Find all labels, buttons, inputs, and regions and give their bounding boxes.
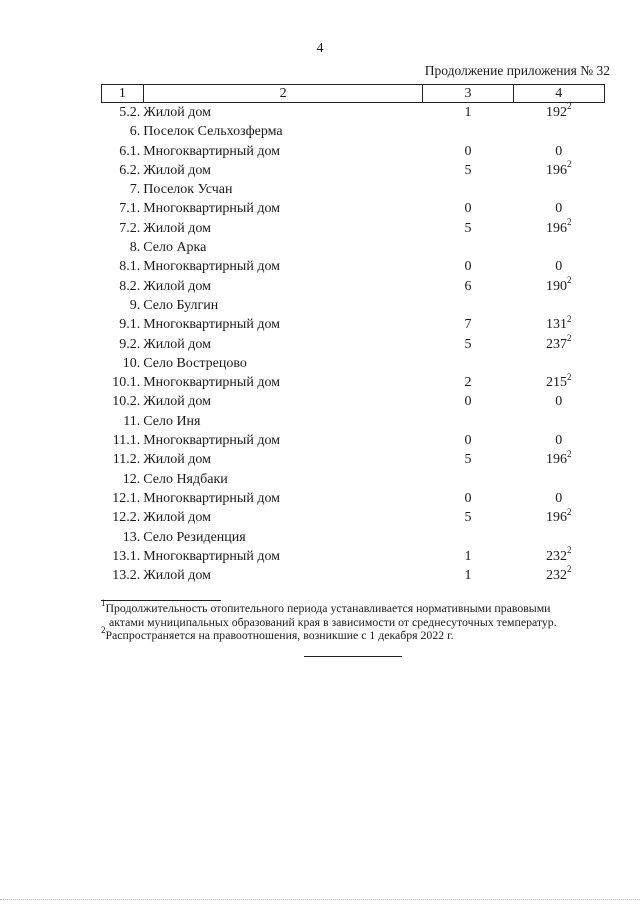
row-name-text: Многоквартирный дом (143, 317, 281, 333)
row-number-text: 10. (122, 355, 141, 371)
row-col-3 (423, 508, 513, 527)
table-row (102, 566, 605, 585)
row-col-3-text: 0 (464, 490, 472, 506)
row-number-text: 9.2. (119, 336, 141, 352)
row-number-text: 12.1. (112, 490, 141, 506)
row-name (143, 508, 423, 527)
row-col-4 (513, 103, 604, 123)
row-col-4-text: 192 (546, 105, 567, 120)
row-name (143, 392, 423, 411)
row-name (143, 142, 423, 161)
row-col-3-text: 1 (464, 548, 472, 564)
row-col-4 (513, 508, 604, 527)
row-number-text: 11.2. (112, 452, 141, 468)
row-name-text: Многоквартирный дом (143, 143, 281, 159)
row-name (143, 277, 423, 296)
row-col-3 (423, 219, 513, 238)
row-name (143, 373, 423, 392)
row-col-4-text: 0 (555, 259, 563, 275)
row-col-3 (423, 547, 513, 566)
table-row (102, 257, 605, 276)
row-name (143, 354, 423, 373)
table-row (102, 489, 605, 508)
row-col-4 (513, 315, 604, 334)
row-number (102, 199, 144, 218)
row-name (143, 219, 423, 238)
row-col-4 (513, 122, 604, 141)
row-col-3 (423, 122, 513, 141)
row-name (143, 238, 423, 257)
row-col-3 (423, 180, 513, 199)
row-col-3 (423, 392, 513, 411)
row-footnote-mark: 2 (567, 332, 572, 343)
row-name (143, 528, 423, 547)
footnote-2 (101, 625, 605, 643)
row-number (102, 103, 144, 123)
row-col-3-text: 0 (464, 394, 472, 410)
row-col-4 (513, 450, 604, 469)
row-number-text: 7.2. (119, 220, 141, 236)
row-col-3 (423, 431, 513, 450)
table-row (102, 161, 605, 180)
row-name (143, 450, 423, 469)
row-name-text: Многоквартирный дом (143, 375, 281, 391)
row-number-text: 6.1. (119, 143, 141, 159)
footnotes (101, 598, 605, 643)
row-number-text: 9. (129, 297, 141, 313)
row-col-4 (513, 219, 604, 238)
row-col-4-text: 196 (546, 162, 567, 178)
footnote-2-text: Распространяется на правоотношения, возникшие с 1 декабря 2022 г. (105, 628, 454, 642)
row-col-4 (513, 566, 604, 585)
row-col-3-text: 7 (464, 317, 472, 333)
row-name-text: Многоквартирный дом (143, 490, 281, 506)
row-col-3 (423, 354, 513, 373)
row-number (102, 431, 144, 450)
row-col-4 (513, 199, 604, 218)
row-footnote-mark: 2 (567, 371, 572, 382)
row-col-3-text: 5 (464, 162, 472, 178)
row-footnote-mark: 2 (567, 159, 572, 170)
row-number-text: 8.2. (119, 278, 141, 294)
table-row (102, 431, 605, 450)
row-number (102, 412, 144, 431)
row-name-text: Многоквартирный дом (143, 201, 281, 217)
row-col-3-text: 0 (464, 433, 472, 449)
row-col-4-text: 232 (546, 548, 567, 564)
row-col-4-text: 196 (546, 452, 567, 468)
row-number (102, 161, 144, 180)
table-row (102, 103, 605, 123)
row-col-3-text: 5 (464, 452, 472, 468)
row-col-3 (423, 142, 513, 161)
row-col-4-text: 0 (555, 433, 563, 449)
row-col-3 (423, 528, 513, 547)
row-footnote-mark: 2 (567, 275, 572, 286)
row-col-4-text: 0 (555, 201, 563, 217)
row-col-3-text: 0 (464, 259, 472, 275)
row-number (102, 392, 144, 411)
row-number-text: 5.2. (119, 105, 141, 120)
row-name-text: Село Иня (143, 413, 201, 429)
row-number-text: 13.1. (112, 548, 141, 564)
row-col-3-text: 0 (464, 201, 472, 217)
table-row (102, 199, 605, 218)
row-number-text: 13. (122, 529, 141, 545)
header-col-1: 1 (102, 85, 144, 103)
row-number-text: 6.2. (119, 162, 141, 178)
end-separator (304, 656, 402, 657)
row-name-text: Жилой дом (143, 162, 211, 178)
footnote-1-mark: 1 (101, 598, 106, 609)
row-footnote-mark: 2 (567, 506, 572, 517)
row-number (102, 122, 144, 141)
row-name (143, 315, 423, 334)
row-number-text: 12.2. (112, 510, 141, 526)
row-name (143, 470, 423, 489)
table-row (102, 335, 605, 354)
row-number (102, 335, 144, 354)
row-number-text: 8.1. (119, 259, 141, 275)
row-col-4-text: 196 (546, 220, 567, 236)
row-number (102, 354, 144, 373)
row-col-4 (513, 489, 604, 508)
row-col-4-text: 0 (555, 490, 563, 506)
table-row (102, 354, 605, 373)
row-col-4-text: 232 (546, 568, 567, 584)
table-row (102, 180, 605, 199)
row-number (102, 566, 144, 585)
row-name-text: Село Резиденция (143, 529, 246, 545)
row-col-3 (423, 257, 513, 276)
row-number (102, 547, 144, 566)
row-number-text: 12. (122, 471, 141, 487)
row-number (102, 257, 144, 276)
row-col-3 (423, 470, 513, 489)
row-col-3 (423, 277, 513, 296)
row-number (102, 373, 144, 392)
row-name (143, 161, 423, 180)
footnote-1-line-1: Продолжительность отопительного периода устанавливается нормативными правовыми (105, 601, 551, 615)
row-col-4 (513, 296, 604, 315)
row-name (143, 199, 423, 218)
row-name (143, 335, 423, 354)
table-row (102, 238, 605, 257)
row-footnote-mark: 2 (567, 101, 572, 112)
row-name-text: Жилой дом (143, 278, 211, 294)
row-name (143, 566, 423, 585)
row-number-text: 8. (129, 240, 141, 256)
row-name-text: Жилой дом (143, 568, 211, 584)
row-name-text: Жилой дом (143, 452, 211, 468)
row-name-text: Село Арка (143, 240, 207, 256)
row-col-4-text: 190 (546, 278, 567, 294)
row-col-3-text: 6 (464, 278, 472, 294)
row-col-4 (513, 161, 604, 180)
row-name-text: Поселок Усчан (143, 182, 233, 198)
row-name-text: Село Булгин (143, 297, 219, 313)
footnote-2-mark: 2 (101, 625, 106, 636)
row-col-4 (513, 180, 604, 199)
row-footnote-mark: 2 (567, 313, 572, 324)
row-footnote-mark: 2 (567, 448, 572, 459)
row-number-text: 13.2. (112, 568, 141, 584)
continuation-heading: Продолжение приложения № 32 (424, 63, 610, 78)
row-col-4 (513, 431, 604, 450)
row-col-4 (513, 470, 604, 489)
table-row (102, 547, 605, 566)
row-col-3-text: 2 (464, 375, 472, 391)
row-number (102, 528, 144, 547)
row-col-4-text: 131 (546, 317, 567, 333)
row-number (102, 315, 144, 334)
row-name (143, 122, 423, 141)
row-name (143, 412, 423, 431)
table-row (102, 315, 605, 334)
row-name-text: Село Нядбаки (143, 471, 228, 487)
row-col-4 (513, 547, 604, 566)
row-col-4 (513, 392, 604, 411)
row-col-4-text: 0 (555, 394, 563, 410)
footnote-1-line-2: актами муниципальных образований края в зависимости от среднесуточных температур. (109, 614, 557, 629)
row-col-4 (513, 277, 604, 296)
table-row (102, 412, 605, 431)
row-number-text: 7.1. (119, 201, 141, 217)
table-row (102, 277, 605, 296)
row-name-text: Село Вострецово (143, 355, 247, 371)
row-number (102, 296, 144, 315)
row-col-3 (423, 566, 513, 585)
row-name-text: Жилой дом (143, 105, 211, 120)
row-number-text: 9.1. (119, 317, 141, 333)
row-name (143, 547, 423, 566)
row-name (143, 489, 423, 508)
row-footnote-mark: 2 (567, 564, 572, 575)
row-col-4 (513, 142, 604, 161)
row-number (102, 142, 144, 161)
row-col-3 (423, 161, 513, 180)
row-col-3 (423, 412, 513, 431)
row-name-text: Многоквартирный дом (143, 259, 281, 275)
row-number (102, 180, 144, 199)
row-number-text: 6. (129, 124, 141, 140)
row-col-4-text: 196 (546, 510, 567, 526)
row-number-text: 10.2. (112, 394, 141, 410)
row-number-text: 11.1. (112, 433, 141, 449)
row-name-text: Жилой дом (143, 510, 211, 526)
row-name (143, 180, 423, 199)
row-col-4-text: 237 (546, 336, 567, 352)
table-row (102, 528, 605, 547)
row-number (102, 470, 144, 489)
table-row (102, 142, 605, 161)
row-number (102, 508, 144, 527)
table-row (102, 296, 605, 315)
row-col-4 (513, 332, 604, 354)
row-col-3 (423, 450, 513, 469)
row-col-3 (423, 315, 513, 334)
table-row (102, 450, 605, 469)
header-col-3: 3 (423, 85, 513, 103)
table-row (102, 470, 605, 489)
row-name-text: Многоквартирный дом (143, 548, 281, 564)
table-row (102, 373, 605, 392)
row-col-3 (423, 335, 513, 354)
table-header-row (102, 85, 605, 103)
row-number-text: 10.1. (112, 375, 141, 391)
row-col-4 (513, 257, 604, 276)
row-number (102, 489, 144, 508)
row-col-3-text: 0 (464, 143, 472, 159)
data-table (101, 84, 605, 585)
row-footnote-mark: 2 (567, 217, 572, 228)
row-name-text: Жилой дом (143, 336, 211, 352)
row-number (102, 238, 144, 257)
footnote-1 (101, 598, 605, 629)
header-col-2: 2 (143, 85, 423, 103)
row-col-3 (423, 103, 513, 123)
row-col-3 (423, 296, 513, 315)
row-name (143, 296, 423, 315)
row-col-4 (513, 238, 604, 257)
row-name-text: Поселок Сельхозферма (143, 124, 283, 140)
row-col-4 (513, 354, 604, 373)
row-name-text: Жилой дом (143, 394, 211, 410)
page-number: 4 (316, 41, 324, 56)
row-name-text: Жилой дом (143, 220, 211, 236)
header-col-4: 4 (513, 85, 604, 103)
row-col-4-text: 215 (546, 375, 567, 391)
row-col-4 (513, 373, 604, 392)
row-number-text: 11. (123, 413, 141, 429)
row-name (143, 431, 423, 450)
row-col-3 (423, 373, 513, 392)
row-number (102, 277, 144, 296)
row-col-3-text: 1 (464, 105, 472, 120)
row-name (143, 257, 423, 276)
row-col-3-text: 5 (464, 220, 472, 236)
row-number (102, 219, 144, 238)
row-name-text: Многоквартирный дом (143, 433, 281, 449)
table-row (102, 122, 605, 141)
row-number (102, 450, 144, 469)
row-col-4-text: 0 (555, 143, 563, 159)
row-col-3 (423, 199, 513, 218)
row-footnote-mark: 2 (567, 545, 572, 556)
row-col-4 (513, 528, 604, 547)
scan-edge (0, 899, 640, 901)
table-row (102, 392, 605, 411)
row-col-3 (423, 489, 513, 508)
table-row (102, 219, 605, 238)
row-col-3-text: 1 (464, 568, 472, 584)
table-row (102, 508, 605, 527)
row-col-3-text: 5 (464, 510, 472, 526)
row-col-3-text: 5 (464, 336, 472, 352)
row-col-3 (423, 238, 513, 257)
row-col-4 (513, 412, 604, 431)
row-name (143, 103, 423, 123)
row-number-text: 7. (129, 182, 141, 198)
